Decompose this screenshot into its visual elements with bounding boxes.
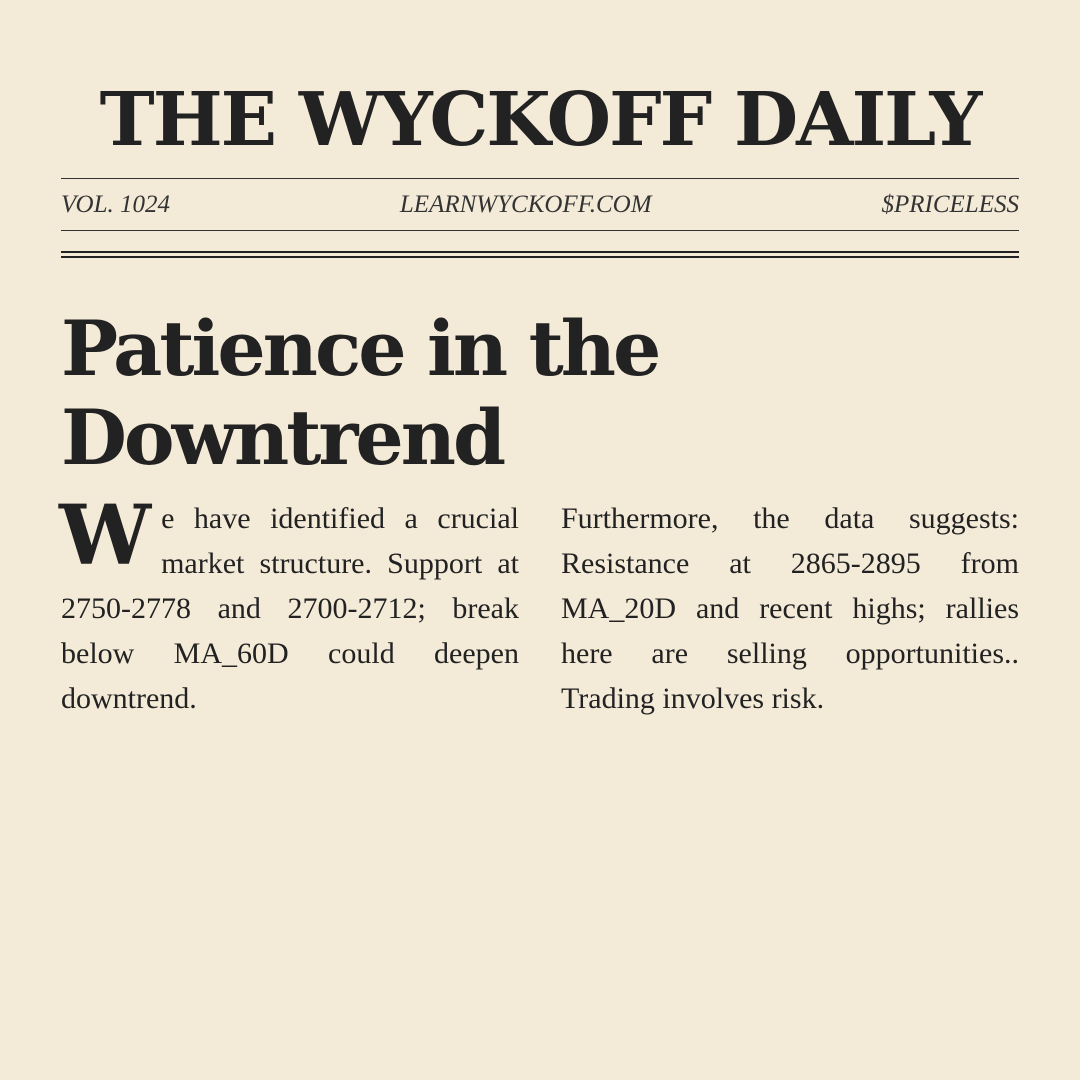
drop-cap: W: [59, 488, 152, 584]
article-headline: Patience in the Downtrend: [61, 304, 659, 482]
double-divider: [61, 251, 1019, 258]
article-column-left-text: e have identified a crucial market structure. Support at 2750-2778 and 2700-2712; break below MA_60D could deepen downtrend.: [61, 502, 519, 715]
website-label: LEARNWYCKOFF.COM: [399, 190, 652, 218]
masthead-title: THE WYCKOFF DAILY: [99, 77, 981, 163]
article-column-left: [59, 488, 519, 721]
price-label: $PRICELESS: [881, 190, 1019, 218]
article-column-right: [561, 496, 1019, 721]
volume-label: VOL. 1024: [61, 190, 170, 218]
article-columns: [59, 488, 1019, 721]
article-column-right-text: Furthermore, the data suggests: Resistance at 2865-2895 from MA_20D and recent highs; rallies here are selling opportunities.. Trading involves risk.: [561, 502, 1019, 715]
info-bar: [61, 178, 1019, 231]
